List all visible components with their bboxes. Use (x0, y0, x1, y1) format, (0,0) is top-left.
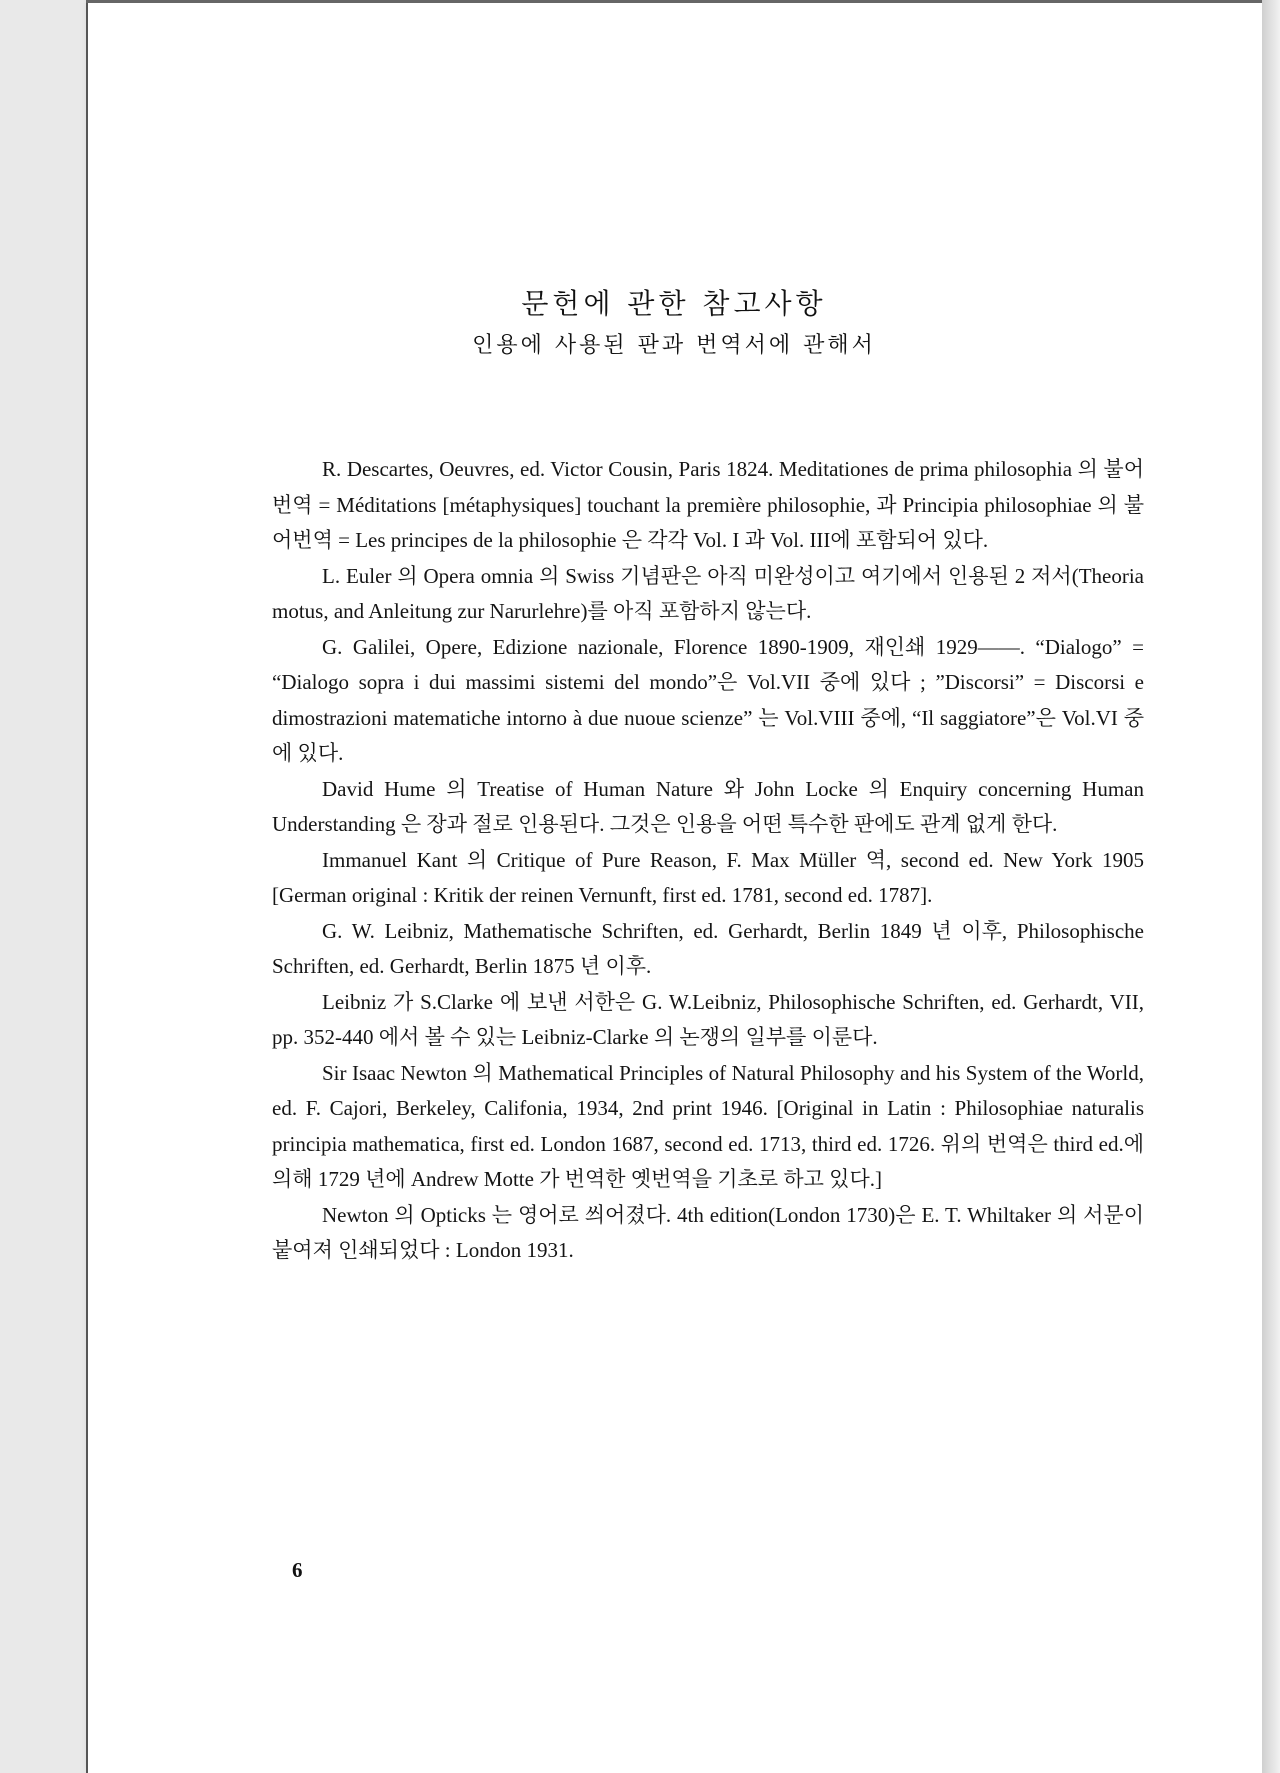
page-top-edge (86, 0, 1262, 3)
reference-paragraph-euler: L. Euler 의 Opera omnia 의 Swiss 기념판은 아직 미완성이고 여기에서 인용된 2 저서(Theoria motus, and Anleitung zur Narurlehre)를 아직 포함하지 않는다. (272, 563, 1144, 623)
page-right-shadow (1262, 0, 1280, 1773)
page-title: 문헌에 관한 참고사항 (521, 287, 827, 320)
reference-paragraph-newton-principia: Sir Isaac Newton 의 Mathematical Principles of Natural Philosophy and his System of the World, ed. F. Cajori, Berkeley, Califonia, 1934, 2nd print 1946. [Original in Latin : Philosophiae naturalis principia mathematica, first ed. London 1687, second ed. 1713, third ed. 1726. 위의 번역은 third ed.에 의해 1729 년에 Andrew Motte 가 번역한 옛번역을 기초로 하고 있다.] (272, 1060, 1144, 1191)
reference-paragraph-hume-locke: David Hume 의 Treatise of Human Nature 와 John Locke 의 Enquiry concerning Human Understanding 은 장과 절로 인용된다. 그것은 인용을 어떤 특수한 판에도 관계 없게 한다. (272, 776, 1144, 836)
reference-paragraph-newton-opticks: Newton 의 Opticks 는 영어로 씌어졌다. 4th edition(London 1730)은 E. T. Whiltaker 의 서문이 붙여져 인쇄되었다 : London 1931. (272, 1202, 1144, 1262)
reference-paragraph-leibniz: G. W. Leibniz, Mathematische Schriften, ed. Gerhardt, Berlin 1849 년 이후, Philosophische Schriften, ed. Gerhardt, Berlin 1875 년 이후. (272, 918, 1144, 978)
reference-paragraph-galilei: G. Galilei, Opere, Edizione nazionale, Florence 1890-1909, 재인쇄 1929——. “Dialogo” = “Dialogo sopra i dui massimi sistemi del mondo”은 Vol.VII 중에 있다 ; ”Discorsi” = Discorsi e dimostrazioni matematiche intorno à due nuoue scienze” 는 Vol.VIII 중에, “Il saggiatore”은 Vol.VI 중에 있다. (272, 634, 1144, 765)
page-number: 6 (292, 1558, 303, 1582)
reference-paragraph-kant: Immanuel Kant 의 Critique of Pure Reason, F. Max Müller 역, second ed. New York 1905 [German original : Kritik der reinen Vernunft, first ed. 1781, second ed. 1787]. (272, 847, 1144, 907)
reference-paragraph-descartes: R. Descartes, Oeuvres, ed. Victor Cousin, Paris 1824. Meditationes de prima philosophia 의 불어번역 = Méditations [métaphysiques] touchant la première philosophie, 과 Principia philosophiae 의 불어번역 = Les principes de la philosophie 은 각각 Vol. I 과 Vol. III에 포함되어 있다. (272, 457, 1144, 552)
reference-paragraph-leibniz-clarke: Leibniz 가 S.Clarke 에 보낸 서한은 G. W.Leibniz, Philosophische Schriften, ed. Gerhardt, VII, pp. 352-440 에서 볼 수 있는 Leibniz-Clarke 의 논쟁의 일부를 이룬다. (272, 989, 1144, 1049)
page-subtitle: 인용에 사용된 판과 번역서에 관해서 (472, 333, 876, 358)
references-body (272, 452, 1144, 1269)
